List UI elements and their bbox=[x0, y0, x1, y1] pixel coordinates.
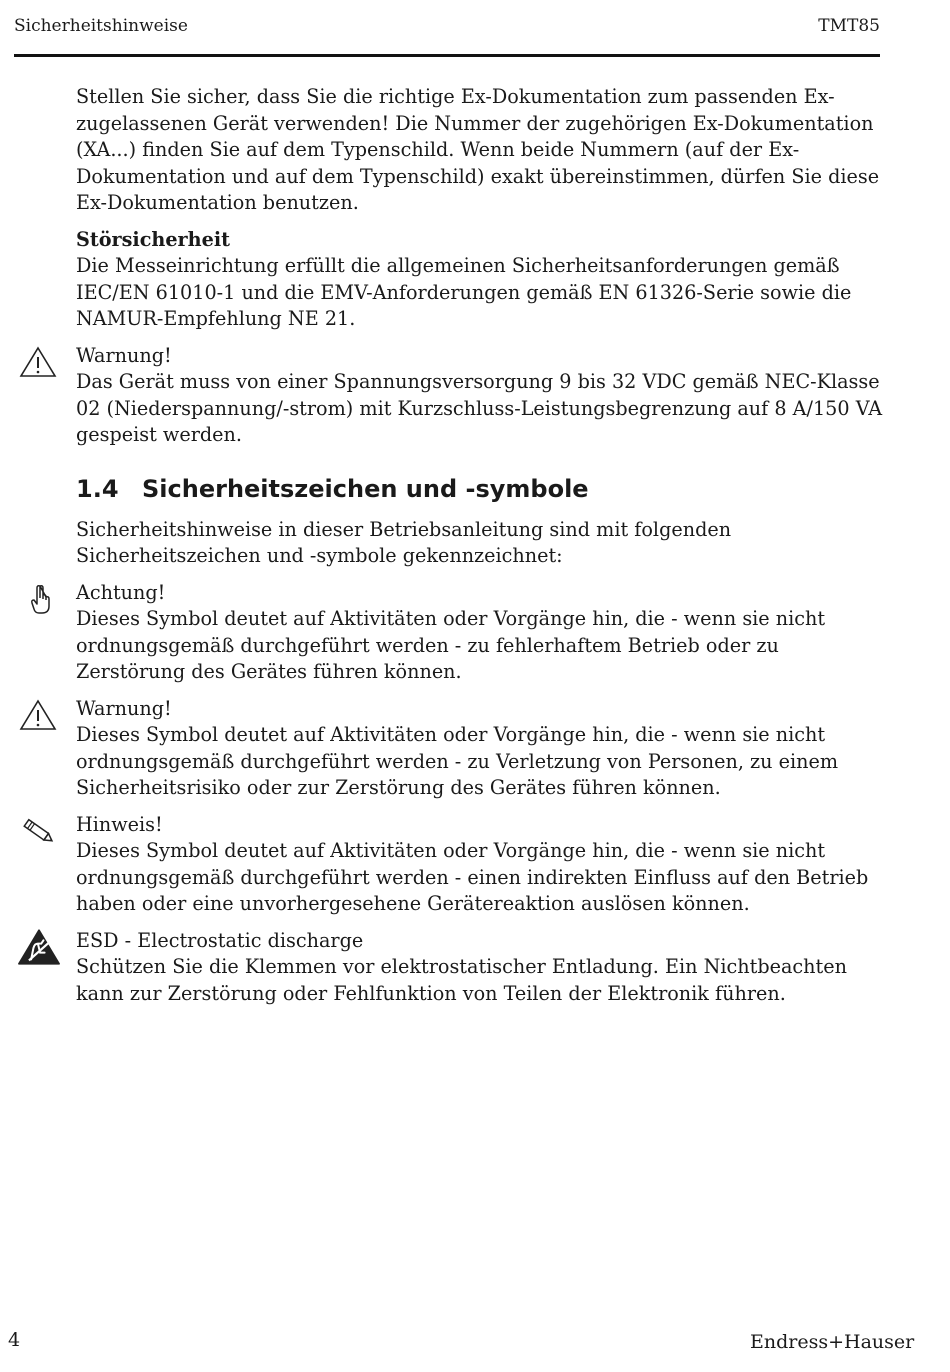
warning-note bbox=[76, 696, 886, 802]
warning-note-title: Warnung! bbox=[76, 343, 172, 367]
warning-note-text: Das Gerät muss von einer Spannungsversorgung 9 bis 32 VDC gemäß NEC-Klasse 02 (Niederspannung/-strom) mit Kurzschluss-Leistungsbegrenzung auf 8 A/150 VA gespeist werden. bbox=[76, 370, 883, 446]
esd-note-title: ESD - Electrostatic discharge bbox=[76, 928, 364, 952]
page-number: 4 bbox=[8, 1329, 21, 1351]
stoersicherheit-text: Die Messeinrichtung erfüllt die allgemeinen Sicherheitsanforderungen gemäß IEC/EN 61010-1 und die EMV-Anforderungen gemäß EN 61326-Serie sowie die NAMUR-Empfehlung NE 21. bbox=[76, 254, 852, 330]
pencil-icon bbox=[18, 814, 58, 848]
section-number: 1.4 bbox=[76, 474, 119, 503]
header-product-name: TMT85 bbox=[818, 16, 880, 36]
section-intro: Sicherheitshinweise in dieser Betriebsanleitung sind mit folgenden Sicherheitszeichen und -symbole gekennzeichnet: bbox=[76, 517, 732, 567]
section-heading bbox=[76, 475, 886, 503]
caution-note-text: Dieses Symbol deutet auf Aktivitäten oder Vorgänge hin, die - wenn sie nicht ordnungsgemäß durchgeführt werden - zu fehlerhaftem Betrieb oder zu Zerstörung des Gerätes führen können. bbox=[76, 607, 826, 683]
hint-note-title: Hinweis! bbox=[76, 812, 163, 836]
hint-note bbox=[76, 812, 886, 918]
esd-note-text: Schützen Sie die Klemmen vor elektrostatischer Entladung. Ein Nichtbeachten kann zur Zerstörung oder Fehlfunktion von Teilen der Elektronik führen. bbox=[76, 955, 847, 1005]
esd-warning-icon bbox=[16, 928, 62, 966]
stoersicherheit-heading: Störsicherheit bbox=[76, 227, 230, 251]
esd-note bbox=[76, 928, 886, 1008]
pointing-hand-icon bbox=[18, 582, 58, 616]
warning-triangle-icon bbox=[18, 345, 58, 379]
page-content bbox=[76, 84, 886, 1007]
header-section-title: Sicherheitshinweise bbox=[14, 16, 188, 36]
ex-documentation-paragraph: Stellen Sie sicher, dass Sie die richtige Ex-Dokumentation zum passenden Ex-zugelassenen Gerät verwenden! Die Nummer der zugehörigen Ex-Dokumentation (XA...) finden Sie auf dem Typenschild. Wenn beide Nummern (auf der Ex-Dokumentation und auf dem Typenschild) exakt übereinstimmen, dürfen Sie diese Ex-Dokumentation benutzen. bbox=[76, 85, 880, 214]
warning-note-power-supply bbox=[76, 343, 886, 449]
warning-triangle-icon bbox=[18, 698, 58, 732]
brand-name: Endress+Hauser bbox=[750, 1331, 915, 1353]
warning-note-text: Dieses Symbol deutet auf Aktivitäten oder Vorgänge hin, die - wenn sie nicht ordnungsgemäß durchgeführt werden - zu Verletzung von Personen, zu einem Sicherheitsrisiko oder zur Zerstörung des Gerätes führen können. bbox=[76, 723, 839, 799]
caution-note-title: Achtung! bbox=[76, 580, 166, 604]
page-header bbox=[14, 14, 880, 57]
section-title: Sicherheitszeichen und -symbole bbox=[142, 474, 589, 503]
caution-note bbox=[76, 580, 886, 686]
hint-note-text: Dieses Symbol deutet auf Aktivitäten oder Vorgänge hin, die - wenn sie nicht ordnungsgemäß durchgeführt werden - einen indirekten Einfluss auf den Betrieb haben oder eine unvorhergesehene Gerätereaktion auslösen können. bbox=[76, 839, 869, 915]
warning-note-title: Warnung! bbox=[76, 696, 172, 720]
